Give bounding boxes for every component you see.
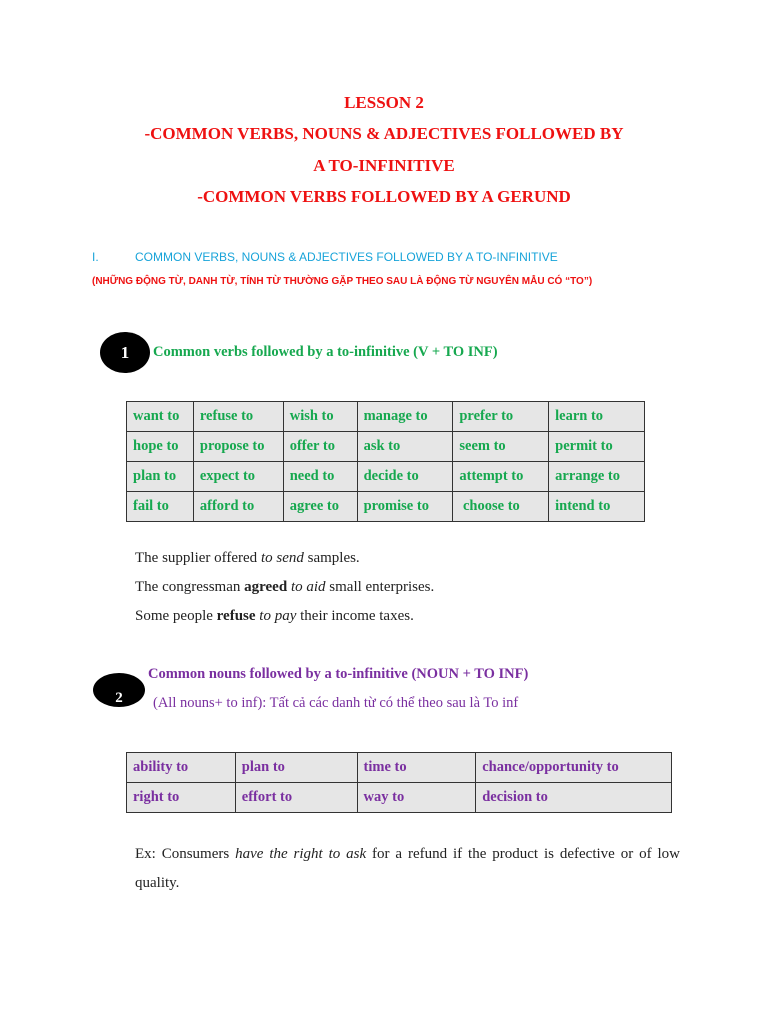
table-cell: decide to [357,462,453,492]
table-row [127,402,645,432]
section-heading [92,250,558,264]
example-sentence-3 [135,608,414,625]
table-cell: want to [127,402,194,432]
table-cell: chance/opportunity to [476,753,672,783]
table-cell: manage to [357,402,453,432]
section-heading-text: COMMON VERBS, NOUNS & ADJECTIVES FOLLOWED BY A TO-INFINITIVE [135,250,558,264]
example-bold: agreed [244,579,288,595]
table-cell: arrange to [549,462,645,492]
title-line-2: A TO-INFINITIVE [313,156,455,175]
table-cell: choose to [453,492,549,522]
nouns-example [135,840,680,898]
badge-1: 1 [100,332,150,373]
nouns-subtitle: Common nouns followed by a to-infinitive (NOUN + TO INF) [148,666,529,682]
table-cell: learn to [549,402,645,432]
example-sentence-1 [135,550,360,567]
nouns-table [126,752,672,813]
table-cell: attempt to [453,462,549,492]
title-line-1: -COMMON VERBS, NOUNS & ADJECTIVES FOLLOWED BY [144,124,624,143]
table-cell: ask to [357,432,453,462]
example-sentence-2 [135,579,434,596]
table-cell: expect to [193,462,283,492]
table-cell: hope to [127,432,194,462]
table-cell: offer to [283,432,357,462]
table-cell: agree to [283,492,357,522]
section-number: I. [92,250,99,264]
table-row [127,783,672,813]
table-cell: plan to [235,753,357,783]
example-text: samples. [303,550,360,566]
table-row [127,753,672,783]
example-text: for a refund if the product is defective or of low quality. [135,846,680,891]
example-text: The supplier offered [135,550,261,566]
example-text: The congressman [135,579,245,595]
table-cell: intend to [549,492,645,522]
table-cell: permit to [549,432,645,462]
verbs-subtitle: Common verbs followed by a to-infinitive (V + TO INF) [153,344,498,360]
table-cell: fail to [127,492,194,522]
example-italic: have the right to ask [235,846,367,862]
example-text: small enterprises. [325,579,435,595]
table-row [127,432,645,462]
table-cell: wish to [283,402,357,432]
table-cell: plan to [127,462,194,492]
table-cell: way to [357,783,476,813]
table-cell: seem to [453,432,549,462]
table-cell: right to [127,783,236,813]
verbs-table [126,401,645,522]
nouns-note: (All nouns+ to inf): Tất cả các danh từ có thể theo sau là To inf [153,695,519,711]
table-cell: propose to [193,432,283,462]
table-cell: prefer to [453,402,549,432]
table-cell: effort to [235,783,357,813]
table-cell: need to [283,462,357,492]
example-italic: to send [260,550,304,566]
badge-2: 2 [93,673,145,707]
table-row [127,492,645,522]
title-line-3: -COMMON VERBS FOLLOWED BY A GERUND [197,187,571,206]
table-cell: decision to [476,783,672,813]
table-cell: refuse to [193,402,283,432]
example-text: Some people [135,608,217,624]
example-italic: to pay [259,608,297,624]
example-bold: refuse [216,608,256,624]
table-cell: time to [357,753,476,783]
example-italic: to aid [290,579,326,595]
table-row [127,462,645,492]
example-text: Ex: Consumers [135,846,236,862]
example-text: their income taxes. [296,608,414,624]
table-cell: promise to [357,492,453,522]
table-cell: afford to [193,492,283,522]
section-subheading: (NHỮNG ĐỘNG TỪ, DANH TỪ, TÍNH TỪ THƯỜNG GẶP THEO SAU LÀ ĐỘNG TỪ NGUYÊN MẪU CÓ “TO”) [92,276,593,287]
lesson-title: LESSON 2 [344,93,424,112]
table-cell: ability to [127,753,236,783]
